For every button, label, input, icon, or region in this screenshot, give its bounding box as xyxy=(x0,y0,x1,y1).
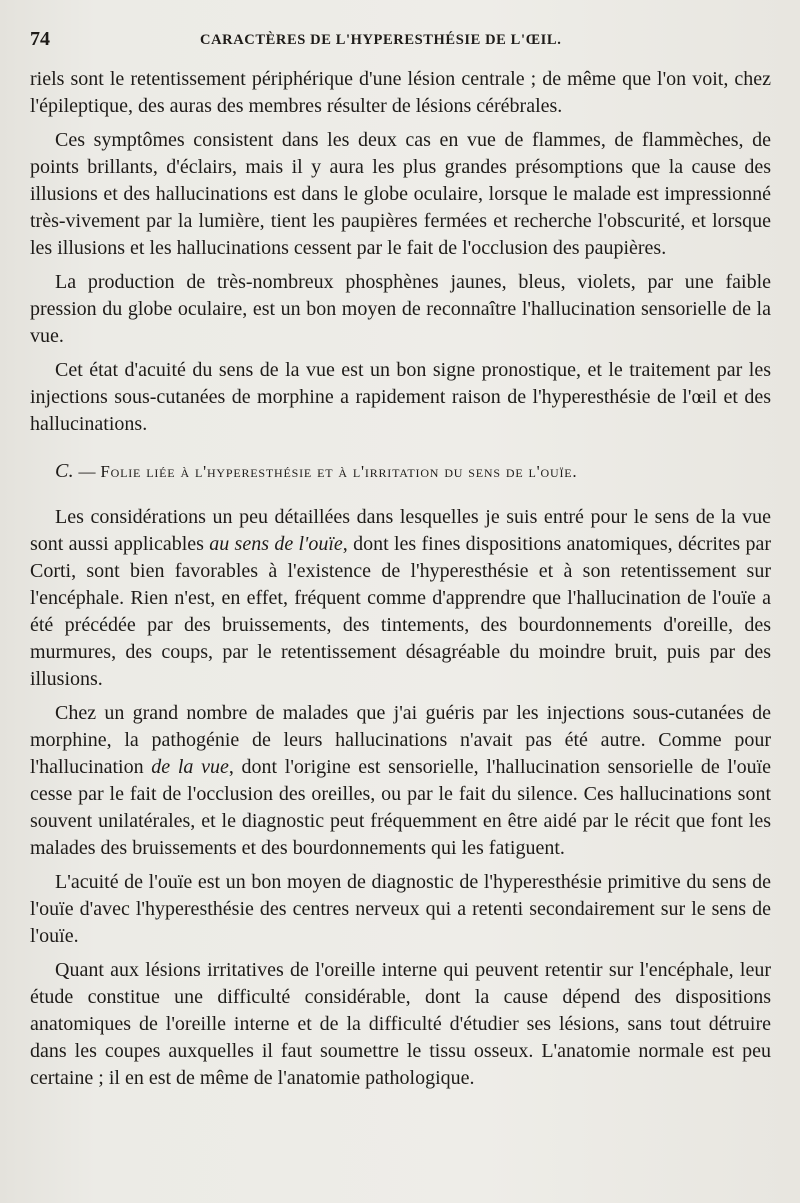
paragraph-lesions: Quant aux lésions irritatives de l'oreille interne qui peuvent retentir sur l'encéphale, leur étude constitue une difficulté considérable, dont la cause dépend des dispositions anatomiques de l'oreille interne et de la difficulté d'étudier ses lésions, sans tout détruire dans les coupes auxquelles il faut soumettre le tissu osseux. L'anatomie normale est peu certaine ; il en est de même de l'anatomie pathologique. xyxy=(30,959,771,1089)
section-letter: C. xyxy=(55,460,74,482)
section-dash: — xyxy=(78,462,96,481)
paragraph-text: , dont l'origine est sensorielle, l'hallucination sensorielle de l'ouïe cesse par le fait de l'occlusion des oreilles, ou par le fait du silence. Ces hallucinations sont souvent unilatérales, et le diagnostic peut fréquemment en être aidé par le récit que font les malades des bruissements et des bourdonnements qui les fatiguent. xyxy=(30,756,772,859)
page-header xyxy=(30,28,764,54)
emphasis-text: de la vue xyxy=(151,756,229,778)
section-title: Folie liée à l'hyperesthésie et à l'irritation du sens de l'ouïe. xyxy=(100,462,578,481)
paragraph-acuity: L'acuité de l'ouïe est un bon moyen de diagnostic de l'hyperesthésie primitive du sens de l'ouïe d'avec l'hyperesthésie des centres nerveux qui a retenti secondairement sur le sens de l'ouïe. xyxy=(30,871,771,947)
running-head: CARACTÈRES DE L'HYPERESTHÉSIE DE L'ŒIL. xyxy=(200,32,562,48)
paragraph-text: , dont les fines dispositions anatomiques, décrites par Corti, sont bien favorables à l'existence de l'hyperesthésie et à son retentissement sur l'encéphale. Rien n'est, en effet, fréquent comme d'apprendre que l'hallucination de l'ouïe a été précédée par des bruissements, des tintements, des bourdonnements d'oreille, des murmures, des coups, par le retentissement désagréable du moindre bruit, puis par des illusions. xyxy=(30,533,771,690)
paragraph-morphine-cases xyxy=(30,700,771,862)
paragraph-ouie-considerations xyxy=(30,504,771,693)
page-number: 74 xyxy=(30,28,50,50)
page-body xyxy=(30,66,771,1099)
paragraph-phosphenes: La production de très-nombreux phosphènes jaunes, bleus, violets, par une faible pression du globe oculaire, est un bon moyen de reconnaître l'hallucination sensorielle de la vue. xyxy=(30,271,771,347)
section-heading xyxy=(30,458,771,485)
paragraph-text: Chez un grand nombre de malades que j'ai guéris par les injections sous-cutanées de morphine, la pathogénie de leurs hallucinations n'avait pas été autre. Comme pour l'hallucination xyxy=(30,702,771,778)
paragraph-continuation: riels sont le retentissement périphérique d'une lésion centrale ; de même que l'on voit, chez l'épileptique, des auras des membres résulter de lésions cérébrales. xyxy=(30,68,771,117)
paragraph-text: Les considérations un peu détaillées dans lesquelles je suis entré pour le sens de la vue sont aussi applicables xyxy=(30,506,771,555)
emphasis-text: au sens de l'ouïe xyxy=(209,533,343,555)
paragraph-symptoms: Ces symptômes consistent dans les deux cas en vue de flammes, de flammèches, de points brillants, d'éclairs, mais il y aura les plus grandes présomptions que la cause des illusions et des hallucinations est dans le globe oculaire, lorsque le malade est impressionné très-vivement par la lumière, tient les paupières fermées et recherche l'obscurité, et lorsque les illusions et les hallucinations cessent par le fait de l'occlusion des paupières. xyxy=(30,129,771,259)
paragraph-prognosis: Cet état d'acuité du sens de la vue est un bon signe pronostique, et le traitement par les injections sous-cutanées de morphine a rapidement raison de l'hyperesthésie de l'œil et des hallucinations. xyxy=(30,359,771,435)
